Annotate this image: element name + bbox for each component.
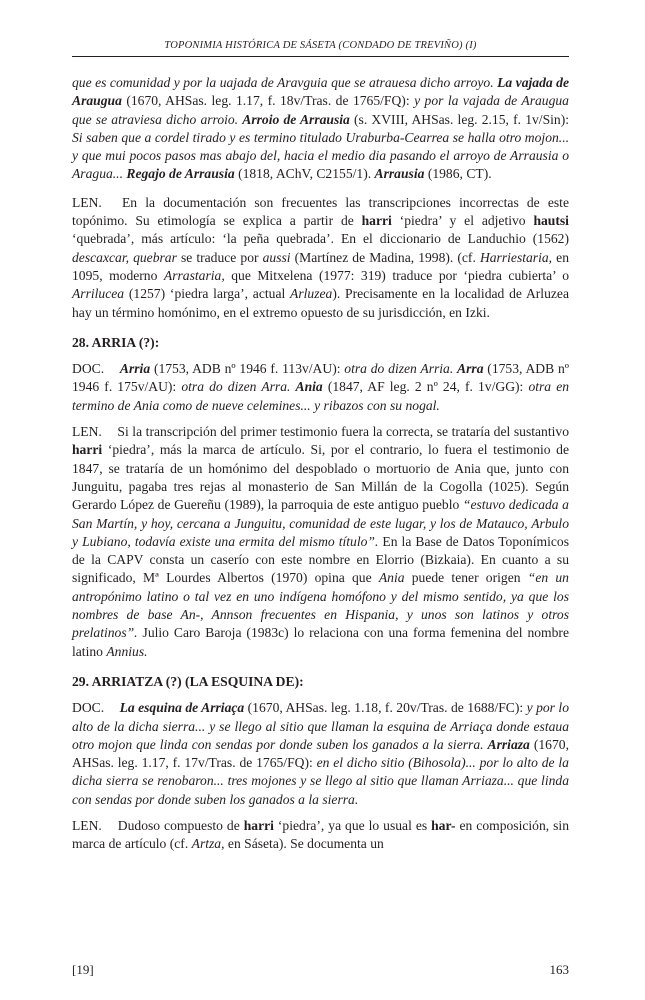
quote: “en un antropónimo latino o tal vez en uno indígena homófono y del mismo sentido, ya que los nombres de base An-, Annson frecuentes en Hispania, y unos son latinos y otros prelatinos”. [72,570,569,641]
text-run: puede tener origen [411,570,521,586]
paragraph-arriatza-doc [72,699,569,809]
quote: y por lo alto de la dicha sierra... y se llego al sitio que llaman la esquina de Arriaça donde estaua otro mojon que linda con sendas por donde suben los ganados a la sierra. [72,700,569,752]
toponym: Ania [295,379,323,395]
page-number: 163 [549,962,569,977]
etymon: harri [361,213,392,229]
section-heading-29: 29. ARRIATZA (?) (LA ESQUINA DE): [72,673,304,689]
latin-name: Annius. [106,643,148,659]
doc-label: DOC. [72,700,105,716]
toponym: Harriestaria, [479,249,553,265]
quote: en el dicho sitio (Bihosola)... por lo alto de la dicha sierra se renobaron... tres mojones y se llego al sitio que llaman Arriaza... que linda con sendas por donde suben los ganados a la sierra. [72,755,569,807]
quote: Si saben que a cordel tirado y es termino titulado Uraburba-Cearrea se halla otro mojon... y que mui pocos pasos mas abajo del, hacia el medio dia pasando el arroyo de Arrausia o Aragua... [72,129,569,182]
etymon: harri [72,442,103,458]
running-header: TOPONIMIA HISTÓRICA DE SÁSETA (CONDADO DE TREVIÑO) (I) [164,40,477,51]
citation: (1818, AChV, C2155/1). [238,166,372,182]
citation: (1753, ADB nº 1946 f. 175v/AU): [72,361,569,395]
toponym: Arriaza [487,736,530,752]
paragraph-arrausia-len [72,194,569,322]
len-label: LEN. [72,424,102,440]
citation: (1670, AHSas. leg. 1.17, f. 18v/Tras. de 1765/FQ): [126,93,410,109]
citation: (1670, AHSas. leg. 1.18, f. 20v/Tras. de 1688/FC): [247,700,524,716]
text-run: Dudoso compuesto de [117,817,240,833]
toponym: Arrilucea [72,286,125,302]
text-run: en composición, sin marca de artículo (cf. [72,817,569,852]
text-run: En la Base de Datos Toponímicos de la CAPV consta un caserío con este nombre en Elorrio (Bizkaia). En cuanto a su significado, Mª Lourdes Albertos (1970) opina que [72,533,569,586]
toponym: Arria [119,361,151,377]
toponym: Regajo de Arrausia [126,166,235,182]
etymon: har- [431,817,456,833]
quote: “estuvo dedicada a San Martín, y hoy, cercana a Junguitu, comunidad de este lugar, y los de Matauco, Arbulo y Lubiano, todavía existe una ermita del mismo título”. [72,497,569,549]
toponym: La esquina de Arriaça [119,700,245,716]
toponym: Arra [457,361,484,377]
toponym: Arluzea [290,286,333,302]
citation: (1986, CT). [427,166,492,182]
quote: y por la vajada de Araugua que se atraviesa dicho arroio. [72,93,569,127]
text-run: ‘piedra’ y el adjetivo [399,213,526,229]
len-label: LEN. [72,194,102,210]
section-heading-28: 28. ARRIA (?): [72,334,160,350]
quote: otra do dizen Arra. [181,379,291,395]
quote: otra en termino de Ania como de nueve celemines... y ribazos con su nogal. [72,379,570,413]
text-run: ). Precisamente en la localidad de Arluzea hay un término homónimo, en el extremo opuesto de su jurisdicción, en Izki. [72,286,569,320]
text-run: (Martínez de Madina, 1998). (cf. [294,249,476,265]
text-run: en 1095, moderno [72,249,569,283]
text-run: Si la transcripción del primer testimonio fuera la correcta, se trataría del sustantivo [117,424,569,440]
quote: otra do dizen Arria. [344,361,454,377]
toponym: Ania [378,570,405,586]
text-run: ‘piedra’, ya que lo usual es [277,817,428,833]
paragraph-arria-doc [72,360,569,415]
len-label: LEN. [72,817,102,833]
toponym: Arroio de Arrausia [242,111,350,127]
text-run: Julio Caro Baroja (1983c) lo relaciona con una forma femenina del nombre latino [72,625,569,659]
text-run: ‘quebrada’, más artículo: ‘la peña quebrada’. En el diccionario de Landuchio (1562) [72,231,569,247]
toponym: Arrastaria, [163,267,225,283]
body-text [72,74,569,862]
paragraph-arrausia-doc [72,74,569,184]
quote: que es comunidad y por la uajada de Aravguia que se atrauesa dicho arroyo. [72,75,494,90]
gloss: aussi [262,249,291,265]
etymon: harri [243,817,274,833]
text-run: se traduce por [180,249,259,265]
citation: (1753, ADB nº 1946 f. 113v/AU): [153,361,341,377]
paragraph-arriatza-len [72,817,569,854]
citation: (1670, AHSas. leg. 1.17, f. 17v/Tras. de 1765/FQ): [72,736,569,771]
etymon: hautsi [533,213,569,229]
text-run: (1257) ‘piedra larga’, actual [128,286,286,302]
doc-label: DOC. [72,361,105,377]
folio-marker: [19] [72,962,94,977]
paragraph-arria-len [72,423,569,661]
text-run: , en Sáseta). Se documenta un [221,836,384,852]
toponym: Artza [191,836,222,852]
toponym: Arrausia [374,166,425,182]
citation: (s. XVIII, AHSas. leg. 2.15, f. 1v/Sin): [354,111,570,127]
gloss: descaxcar, quebrar [72,249,177,265]
citation: (1847, AF leg. 2 nº 24, f. 1v/GG): [327,379,524,395]
text-run: que Mitxelena (1977: 319) traduce por ‘piedra cubierta’ o [231,267,569,283]
header-rule [72,56,569,57]
text-run: En la documentación son frecuentes las transcripciones incorrectas de este topónimo. Su etimología se explica a partir de [72,194,569,229]
text-run: ‘piedra’, más la marca de artículo. Si, por el contrario, lo fuera el testimonio de 1847, se trataría de un homónimo del despoblado o mortuorio de Ania que, junto con Junguitu, pagaba tres rejas al monasterio de San Millán de la Cogolla (1025). Según Gerardo López de Guereñu (1989), la parroquia de este antiguo pueblo [72,442,569,513]
toponym: La vajada de Araugua [72,75,569,109]
